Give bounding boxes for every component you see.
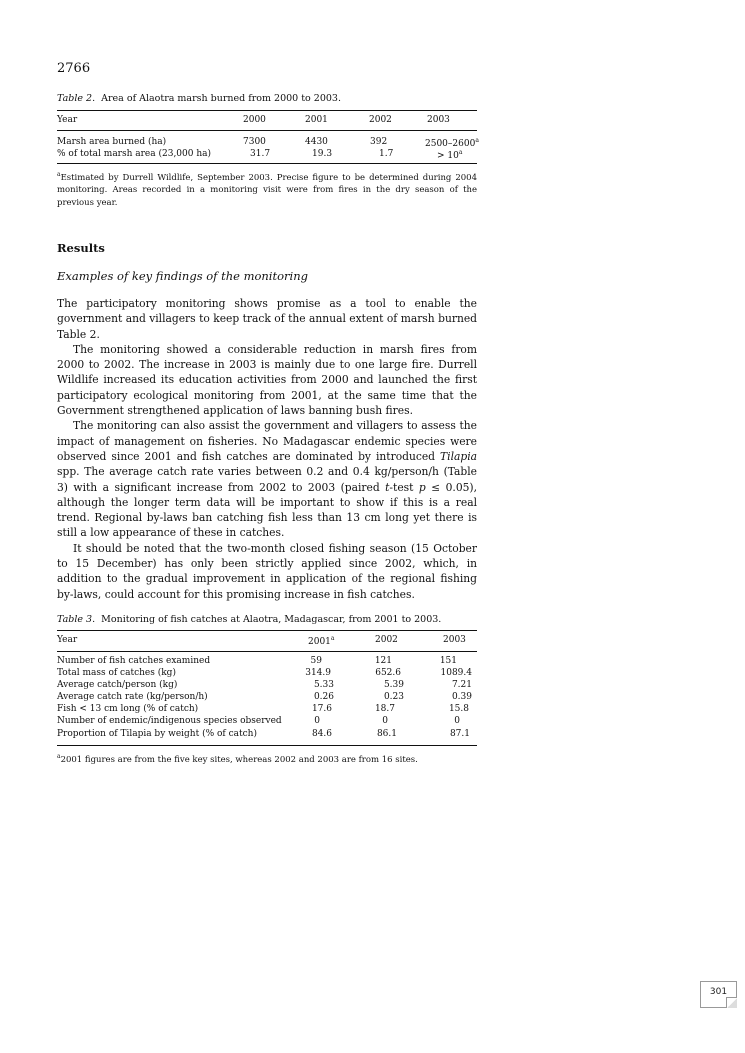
table2-header-cell: Year [57,115,78,125]
table2-header-cell: 2002 [369,115,392,125]
table3-cell: 18.7 [374,704,395,714]
table3-cell: 15.8 [448,704,469,714]
table2-cell: Marsh area burned (ha) [57,137,167,147]
table3-title: Monitoring of fish catches at Alaotra, Madagascar, from 2001 to 2003. [101,614,442,625]
subsection-heading: Examples of key findings of the monitoring [57,269,308,283]
table2-label: Table 2. [57,93,96,104]
table3-cell: 0.23 [383,692,404,702]
table3-bottom-rule [57,745,477,746]
table2-header-rule [57,130,477,131]
table2-top-rule [57,110,477,111]
table3-cell: 0.39 [451,692,472,702]
table2-footnote: $^a$Estimated by Durrell Wildlife, September 2003. Precise figure to be determined during 2004 monitoring. Areas recorded in a monitoring visit were from fires in the dry season of the previous year. [57,171,477,208]
table2-cell: 4430 [305,137,328,147]
table3-cell: 59 [310,656,322,666]
table3-cell: 0 [382,716,388,726]
table3-header-cell: 2003 [443,635,466,645]
table2-cell: 19.3 [312,149,333,159]
table3-header-cell: Year [57,635,78,645]
table2-cell: > $10^a$ [437,149,463,161]
table3-cell: Number of endemic/indigenous species observed [57,716,282,726]
table2-cell: 7300 [243,137,266,147]
table3-cell: Total mass of catches (kg) [57,668,176,678]
folio-number: 301 [709,987,728,997]
paragraph: It should be noted that the two-month closed fishing season (15 October to 15 December) has only been strictly applied since 2002, which, in addition to the gradual improvement in application of the regional fishing by-laws, could account for this promising increase in fish catches. [57,541,477,601]
table3-cell: 0 [314,716,320,726]
table2-cell: 1.7 [379,149,394,159]
table3-cell: 86.1 [376,729,397,739]
table2-cell: 392 [370,137,388,147]
table3-cell: Proportion of Tilapia by weight (% of catch) [57,729,257,739]
table3-cell: 0.26 [313,692,334,702]
table3-cell: 84.6 [311,729,332,739]
table3-cell: 1089.4 [440,668,472,678]
table2-header-cell: 2001 [305,115,328,125]
table2-cell: % of total marsh area (23,000 ha) [57,149,212,159]
table3-cell: 7.21 [451,680,472,690]
table3-cell: Average catch/person (kg) [57,680,178,690]
paragraph: The participatory monitoring shows promise as a tool to enable the government and villagers to keep track of the annual extent of marsh burned Table 2. [57,297,477,341]
paragraph: The monitoring showed a considerable reduction in marsh fires from 2000 to 2002. The increase in 2003 is mainly due to one large fire. Durrell Wildlife increased its education activities from 2000 and launched the first participatory ecological monitoring from 2001, at the same time that the Government strengthened application of laws banning bush fires. [57,342,477,418]
table3-cell: 314.9 [305,668,331,678]
results-body [57,296,477,602]
table3-cell: 5.39 [383,680,404,690]
table3-caption [57,614,441,625]
table3-cell: 151 [439,656,457,666]
table3-cell: Number of fish catches examined [57,656,211,666]
section-heading: Results [57,241,105,255]
table3-cell: 17.6 [311,704,332,714]
table3-header-rule [57,651,477,652]
table2-caption [57,93,341,104]
folio-box [700,981,737,1008]
page-number: 2766 [57,61,91,76]
table2-cell: 31.7 [250,149,271,159]
table3-cell: 87.1 [449,729,470,739]
table3-footnote: $^a$2001 figures are from the five key sites, whereas 2002 and 2003 are from 16 sites. [57,753,418,765]
table3-top-rule [57,630,477,631]
table3-header-cell: 2001$^a$ [308,635,335,647]
page-curl-icon [726,997,737,1008]
table2-header-cell: 2000 [243,115,266,125]
paragraph: The monitoring can also assist the government and villagers to assess the impact of management on fisheries. No Madagascar endemic species were observed since 2001 and fish catches are dominated by introduced Tilapia spp. The average catch rate varies between 0.2 and 0.4 kg/person/h (Table 3) with a significant increase from 2002 to 2003 (paired t-test p ≤ 0.05), although the longer term data will be important to show if this is a real trend. Regional by-laws ban catching fish less than 13 cm long yet there is still a low appearance of these in catches. [57,419,477,540]
table2-header-cell: 2003 [427,115,450,125]
table3-cell: 121 [374,656,392,666]
table3-cell: 652.6 [375,668,401,678]
table2-cell: 2500–2600$^a$ [425,137,479,149]
table3-label: Table 3. [57,614,96,625]
table3-cell: Average catch rate (kg/person/h) [57,692,208,702]
table2-bottom-rule [57,163,477,164]
table3-header-cell: 2002 [375,635,398,645]
table2-title: Area of Alaotra marsh burned from 2000 to 2003. [101,93,341,104]
table3-cell: 0 [454,716,460,726]
table3-cell: 5.33 [313,680,334,690]
table3-cell: Fish < 13 cm long (% of catch) [57,704,199,714]
